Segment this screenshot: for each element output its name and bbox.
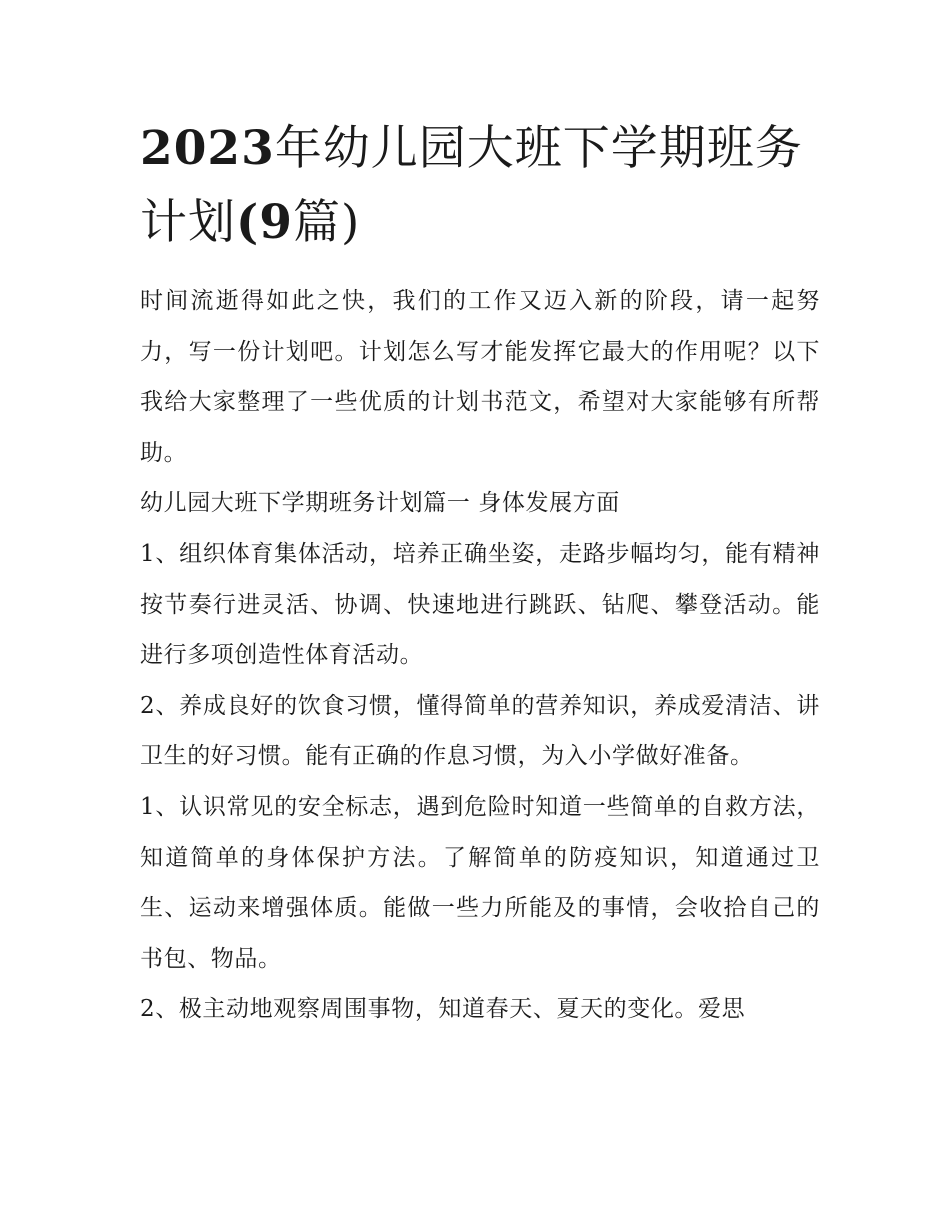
title-count-number: (9 bbox=[236, 195, 293, 250]
intro-paragraph: 时间流逝得如此之快，我们的工作又迈入新的阶段，请一起努力，写一份计划吧。计划怎么写才能发挥它最大的作用呢？以下我给大家整理了一些优质的计划书范文，希望对大家能够有所帮助。 bbox=[140, 288, 820, 466]
document-title bbox=[140, 112, 830, 260]
list-item-physical-2: 2、养成良好的饮食习惯，懂得简单的营养知识，养成爱清洁、讲卫生的好习惯。能有正确的作息习惯，为入小学做好准备。 bbox=[140, 692, 820, 770]
document-body bbox=[140, 276, 820, 1035]
title-count-suffix: 篇) bbox=[292, 195, 361, 250]
list-item-physical-1: 1、组织体育集体活动，培养正确坐姿，走路步幅均匀，能有精神按节奏行进灵活、协调、快速地进行跳跃、钻爬、攀登活动。能进行多项创造性体育活动。 bbox=[140, 540, 820, 669]
section-heading: 幼儿园大班下学期班务计划篇一 身体发展方面 bbox=[140, 490, 620, 517]
title-main: 年幼儿园大班下学期班务计划 bbox=[140, 121, 803, 250]
list-item-observation-2: 2、极主动地观察周围事物，知道春天、夏天的变化。爱思 bbox=[140, 996, 746, 1023]
list-item-safety-1: 1、认识常见的安全标志，遇到危险时知道一些简单的自救方法，知道简单的身体保护方法。了解简单的防疫知识，知道通过卫生、运动来增强体质。能做一些力所能及的事情，会收拾自己的书包、物品。 bbox=[140, 793, 820, 972]
title-year: 2023 bbox=[140, 121, 275, 176]
